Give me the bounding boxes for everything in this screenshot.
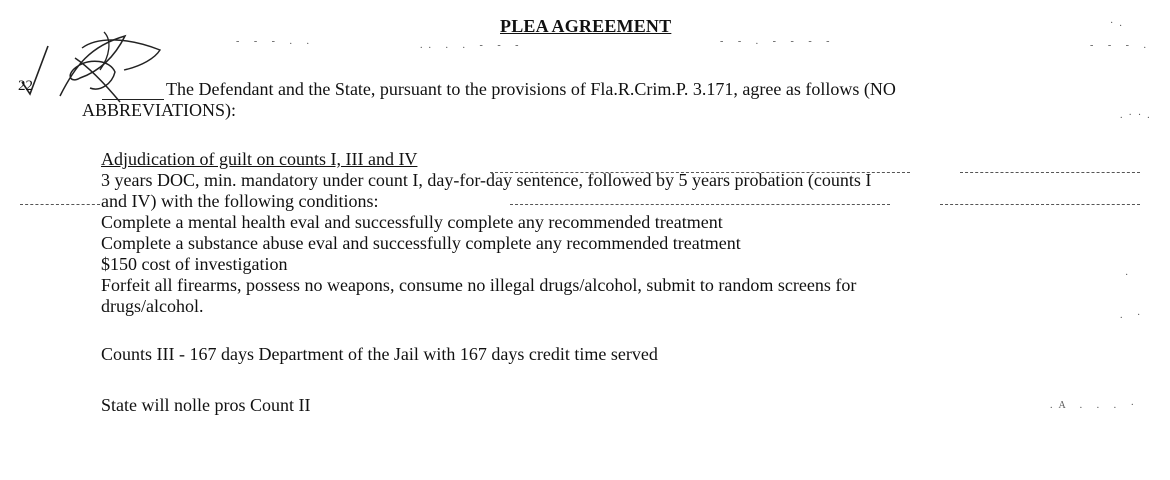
term-cost: $150 cost of investigation: [101, 254, 288, 274]
scan-noise: ·.: [1110, 18, 1128, 29]
scan-noise: ·: [1125, 270, 1135, 281]
paragraph-number: 22: [18, 78, 33, 94]
guide-line: [960, 172, 1140, 173]
term-mental-health: Complete a mental health eval and successfully complete any recommended treatment: [101, 212, 723, 232]
intro-line-2: ABBREVIATIONS):: [82, 100, 237, 120]
term-sentence: 3 years DOC, min. mandatory under count I, day-for-day sentence, followed by 5 years probation (counts I: [101, 170, 872, 190]
counts-line: Counts III - 167 days Department of the Jail with 167 days credit time served: [101, 344, 658, 364]
scan-noise: .A . . . ·: [1050, 400, 1140, 411]
intro-text: [102, 78, 896, 100]
term-firearms: Forfeit all firearms, possess no weapons, consume no illegal drugs/alcohol, submit to random screens for: [101, 275, 857, 295]
term-substance-abuse: Complete a substance abuse eval and successfully complete any recommended treatment: [101, 233, 741, 253]
guide-line: [20, 204, 100, 205]
guide-line: [510, 204, 890, 205]
scan-noise: - - - .: [1090, 40, 1152, 51]
intro-line-1: The Defendant and the State, pursuant to the provisions of Fla.R.Crim.P. 3.171, agree as follows (NO: [166, 79, 896, 99]
scan-noise: .. . . - - -: [420, 40, 525, 51]
scan-noise: . ·: [1120, 310, 1147, 321]
scan-noise: .··.: [1120, 110, 1156, 121]
scan-noise: - - - . .: [236, 36, 315, 47]
term-adjudication: Adjudication of guilt on counts I, III and IV: [101, 149, 418, 169]
nolle-line: State will nolle pros Count II: [101, 395, 311, 415]
guide-line: [940, 204, 1140, 205]
term-conditions: and IV) with the following conditions:: [101, 191, 379, 211]
initials-blank: [102, 83, 164, 100]
scan-noise: - - . - - - -: [720, 36, 836, 47]
document-title: PLEA AGREEMENT: [500, 16, 672, 36]
term-firearms-cont: drugs/alcohol.: [101, 296, 204, 316]
